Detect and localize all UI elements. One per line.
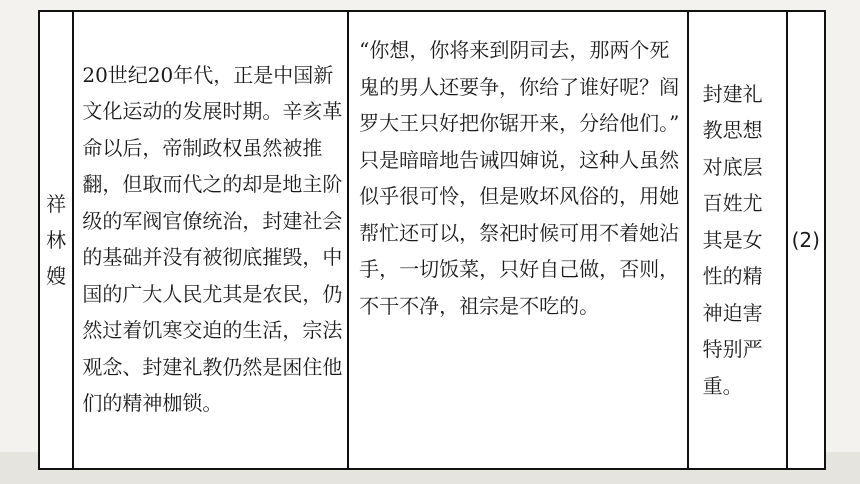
theme-cell: [688, 11, 787, 469]
analysis-table: [38, 10, 826, 470]
number-cell: [787, 11, 825, 469]
character-name: [40, 186, 72, 294]
background-text: 20世纪20年代，正是中国新文化运动的发展时期。辛亥革命以后，帝制政权虽然被推翻，但取而代之的却是地主阶级的军阀官僚统治，封建社会的基础并没有被彻底摧毁，中国的广大人民尤其是农民，仍然过着饥寒交迫的生活，宗法观念、封建礼教仍然是困住他们的精神枷锁。: [82, 62, 343, 415]
theme-text: 封建礼教思想对底层百姓尤其是女性的精神迫害特别严重。: [702, 81, 763, 398]
name-char: 祥: [46, 192, 67, 216]
background-cell: [73, 11, 348, 469]
quote-text-1: “你想，你将来到阴司去，那两个死鬼的男人还要争，你给了谁好呢？阎罗大王只好把你锯开来，分给他们。”: [359, 38, 680, 135]
row-number: (2): [791, 228, 820, 252]
name-char: 林: [46, 228, 67, 252]
table-row: [39, 11, 825, 469]
quote-cell: [348, 11, 687, 469]
quote-text-2: 只是暗暗地告诫四婶说，这种人虽然似乎很可怜，但是败坏风俗的，用她帮忙还可以，祭祀时候可用不着她沾手，一切饭菜，只好自己做，否则，不干不净，祖宗是不吃的。: [359, 147, 680, 318]
character-name-cell: [39, 11, 73, 469]
name-char: 嫂: [46, 264, 67, 288]
